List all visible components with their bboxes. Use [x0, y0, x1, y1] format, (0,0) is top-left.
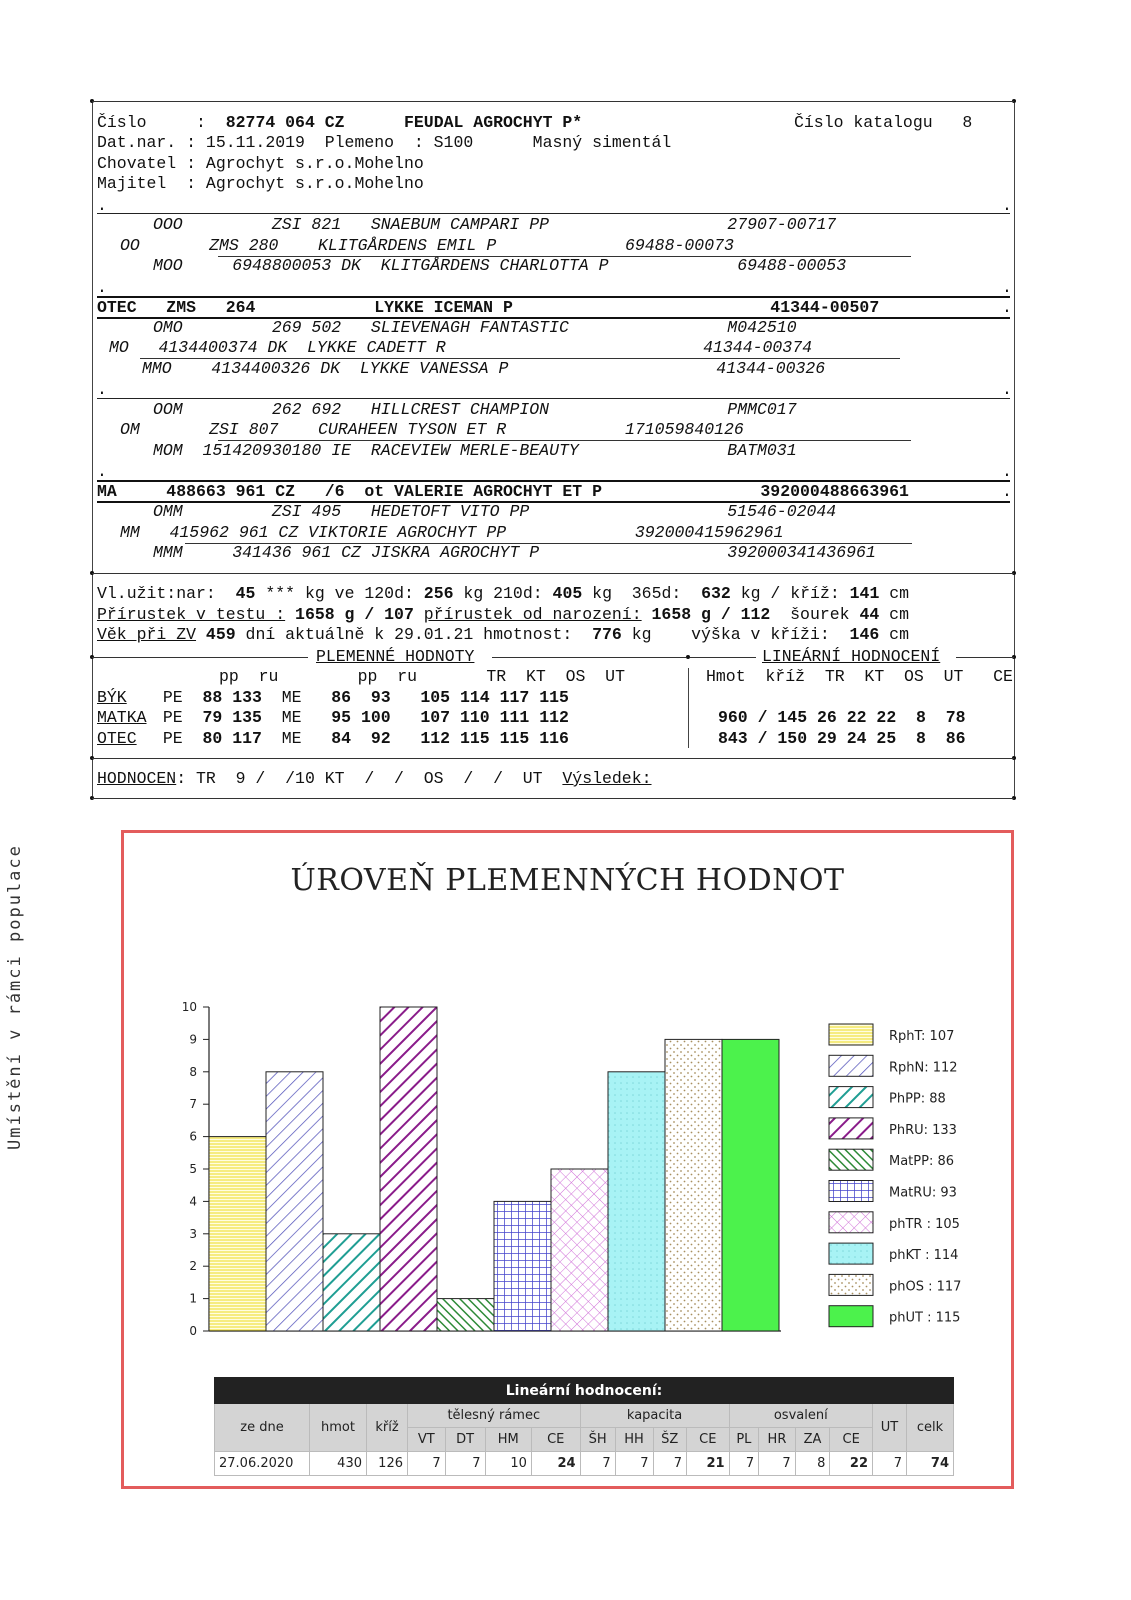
separator-dot: .	[1002, 462, 1012, 481]
value: 776	[572, 625, 622, 644]
y-tick-label: 6	[189, 1129, 197, 1144]
y-tick-label: 2	[189, 1259, 197, 1274]
performance-line-1	[97, 584, 909, 604]
value: 86 93	[331, 688, 391, 707]
pedigree-om: OM ZSI 807 CURAHEEN TYSON ET R 171059840126	[120, 420, 744, 439]
col-hm: HM	[485, 1428, 531, 1452]
row-label: BÝK	[97, 688, 127, 707]
breeding-col-header: pp ru pp ru TR KT OS UT	[120, 667, 625, 686]
text: PE	[153, 708, 203, 727]
value: 107 110 111 112	[390, 708, 569, 727]
cell-sz: 7	[653, 1452, 686, 1476]
cell-dt: 7	[445, 1452, 485, 1476]
value: 80 117	[202, 729, 262, 748]
chart-title: ÚROVEŇ PLEMENNÝCH HODNOT	[290, 863, 845, 898]
performance-line-2	[97, 605, 909, 625]
value: 632	[701, 584, 731, 603]
value: 459	[196, 625, 236, 644]
cell-hh: 7	[615, 1452, 653, 1476]
breeding-row-otec	[97, 729, 569, 749]
cell-celk: 74	[907, 1452, 954, 1476]
performance-line-3	[97, 625, 909, 645]
pedigree-oo: OO ZMS 280 KLITGÅRDENS EMIL P 69488-00073	[120, 236, 734, 255]
section-divider	[956, 657, 1014, 658]
separator-dot: .	[1002, 298, 1012, 317]
bottom-border	[92, 798, 1014, 799]
cell-kriz: 126	[367, 1452, 408, 1476]
col-pl: PL	[729, 1428, 759, 1452]
y-tick-label: 9	[189, 1032, 197, 1047]
text: přírustek od narození:	[423, 605, 642, 624]
section-divider	[97, 213, 1010, 214]
text: *** kg ve 120d:	[255, 584, 414, 603]
col-kriz: kříž	[367, 1404, 408, 1452]
col-za: ZA	[795, 1428, 830, 1452]
cell-ut: 7	[873, 1452, 907, 1476]
katalog-line	[794, 113, 972, 133]
katalog-value: 8	[962, 113, 973, 132]
value: 112 115 115 116	[390, 729, 569, 748]
cislo-label: Číslo :	[97, 113, 206, 132]
legend-label: MatPP: 86	[889, 1154, 955, 1170]
hodnocen-line	[97, 769, 652, 789]
separator-dot: .	[97, 278, 107, 297]
text: PE	[153, 688, 203, 707]
section-divider	[690, 657, 756, 658]
value: 88 133	[202, 688, 262, 707]
text: kg výška v kříži:	[621, 625, 830, 644]
cell-sh: 7	[580, 1452, 615, 1476]
group-osvaleni: osvalení	[729, 1404, 872, 1428]
y-tick-label: 3	[189, 1226, 197, 1241]
legend-label: phKT : 114	[889, 1248, 959, 1264]
value: 44	[859, 605, 880, 624]
text: Přírustek v testu :	[97, 605, 286, 624]
col-hh: HH	[615, 1428, 653, 1452]
value: 1658 g / 112	[641, 605, 781, 624]
cell-pl: 7	[729, 1452, 759, 1476]
col-ce: CE	[531, 1428, 580, 1452]
hodnocen-values: : TR 9 / /10 KT / / OS / / UT	[176, 769, 563, 788]
section-divider	[97, 398, 1010, 399]
cell-hm: 10	[485, 1452, 531, 1476]
cell-vt: 7	[408, 1452, 446, 1476]
text: cm	[879, 625, 909, 644]
col-ce: CE	[687, 1428, 730, 1452]
hodnocen-label: HODNOCEN	[97, 769, 177, 788]
section-divider	[92, 758, 1014, 759]
section-divider	[92, 573, 1014, 574]
y-tick-label: 8	[189, 1064, 197, 1079]
cell-date: 27.06.2020	[215, 1452, 310, 1476]
group-telesny: tělesný rámec	[408, 1404, 581, 1428]
value: 95 100	[331, 708, 391, 727]
y-tick-label: 4	[189, 1194, 197, 1209]
cell-za: 8	[795, 1452, 830, 1476]
linear-col-header: Hmot kříž TR KT OS UT CE	[706, 667, 1013, 686]
col-sz: ŠZ	[653, 1428, 686, 1452]
pedigree-ma: MA 488663 961 CZ /6 ot VALERIE AGROCHYT ET P 392000488663961	[97, 482, 909, 501]
linear-row-matka: 960 / 145 26 22 22 8 78	[718, 708, 966, 727]
value: 45	[235, 584, 256, 603]
cell-hr: 7	[759, 1452, 796, 1476]
col-ut: UT	[873, 1404, 907, 1452]
cell-ce: 21	[687, 1452, 730, 1476]
linearni-title: LINEÁRNÍ HODNOCENÍ	[762, 647, 941, 666]
plemenne-title: PLEMENNÉ HODNOTY	[316, 647, 475, 666]
col-ce: CE	[830, 1428, 873, 1452]
chovatel-line: Chovatel : Agrochyt s.r.o.Mohelno	[97, 154, 424, 173]
text: šourek	[780, 605, 860, 624]
legend-label: PhRU: 133	[889, 1122, 957, 1138]
legend-label: phUT : 115	[889, 1310, 961, 1326]
cislo-value: 82774 064 CZ	[225, 113, 345, 132]
separator-dot: .	[1002, 380, 1012, 399]
text: dní aktuálně k 29.01.21 hmotnost:	[235, 625, 573, 644]
linear-row-otec: 843 / 150 29 24 25 8 86	[718, 729, 966, 748]
text: cm	[879, 605, 909, 624]
cell-ce: 24	[531, 1452, 580, 1476]
column-separator	[688, 668, 689, 748]
cell-hmot: 430	[310, 1452, 367, 1476]
col-zedne: ze dne	[215, 1404, 310, 1452]
y-tick-label: 5	[189, 1162, 197, 1176]
breeding-row-byk	[97, 688, 569, 708]
vysledek-label: Výsledek:	[562, 769, 652, 788]
right-border	[1014, 103, 1015, 796]
linear-table	[214, 1377, 954, 1476]
text: kg / kříž:	[730, 584, 840, 603]
col-sh: ŠH	[580, 1428, 615, 1452]
text: kg 210d:	[453, 584, 543, 603]
legend-label: RphN: 112	[889, 1060, 958, 1076]
animal-name: FEUDAL AGROCHYT P*	[403, 113, 583, 132]
y-tick-label: 0	[189, 1324, 197, 1338]
value: 79 135	[202, 708, 262, 727]
pedigree-mo: MO 4134400374 DK LYKKE CADETT R 41344-00374	[109, 338, 813, 357]
pedigree-ooo: OOO ZSI 821 SNAEBUM CAMPARI PP 27907-00717	[153, 215, 837, 234]
separator-dot: .	[97, 462, 107, 481]
y-tick-label: 1	[189, 1291, 197, 1306]
pedigree-omm: OMM ZSI 495 HEDETOFT VITO PP 51546-02044	[153, 502, 837, 521]
group-kapacita: kapacita	[580, 1404, 729, 1428]
section-divider	[92, 657, 308, 658]
value: 84 92	[331, 729, 391, 748]
text: Vl.užit:nar:	[97, 584, 216, 603]
legend-label: phOS : 117	[889, 1279, 962, 1295]
col-hr: HR	[759, 1428, 796, 1452]
katalog-label: Číslo katalogu	[794, 113, 933, 132]
table-row	[215, 1452, 954, 1476]
separator-dot: .	[97, 196, 107, 215]
col-vt: VT	[408, 1428, 446, 1452]
text: ME	[261, 729, 332, 748]
separator-dot: .	[1002, 278, 1012, 297]
row-label: OTEC	[97, 729, 137, 748]
text: ME	[261, 708, 332, 727]
separator-dot: .	[1002, 196, 1012, 215]
text: ME	[261, 688, 332, 707]
text: PE	[153, 729, 203, 748]
table-title: Lineární hodnocení:	[215, 1378, 954, 1404]
y-tick-label: 7	[189, 1097, 197, 1112]
breeding-row-matka	[97, 708, 569, 728]
section-divider	[492, 657, 686, 658]
value: 146	[829, 625, 880, 644]
legend-label: PhPP: 88	[889, 1091, 946, 1107]
col-hmot: hmot	[310, 1404, 367, 1452]
legend-label: RphT: 107	[889, 1029, 955, 1044]
legend-label: MatRU: 93	[889, 1185, 957, 1201]
top-border	[92, 101, 1014, 102]
pedigree-mmm: MMM 341436 961 CZ JISKRA AGROCHYT P 392000341436961	[153, 543, 876, 562]
pedigree-mom: MOM 151420930180 IE RACEVIEW MERLE-BEAUTY BATM031	[153, 441, 797, 460]
table-header-row	[215, 1378, 954, 1404]
table-group-row	[215, 1404, 954, 1428]
col-celk: celk	[907, 1404, 954, 1452]
pedigree-mmo: MMO 4134400326 DK LYKKE VANESSA P 41344-00326	[142, 359, 826, 378]
datnar-line: Dat.nar. : 15.11.2019 Plemeno : S100 Masný simentál	[97, 133, 672, 152]
separator-dot: .	[1002, 482, 1012, 501]
value: 141	[849, 584, 880, 603]
y-tick-label: 10	[181, 1000, 197, 1014]
value: 405	[552, 584, 583, 603]
pedigree-otec: OTEC ZMS 264 LYKKE ICEMAN P 41344-00507	[97, 298, 880, 317]
majitel-line: Majitel : Agrochyt s.r.o.Mohelno	[97, 174, 424, 193]
pedigree-mm: MM 415962 961 CZ VIKTORIE AGROCHYT PP 392000415962961	[120, 523, 784, 542]
pedigree-moo: MOO 6948800053 DK KLITGÅRDENS CHARLOTTA P 69488-00053	[153, 256, 847, 275]
text: cm	[879, 584, 910, 603]
value: 1658 g / 107	[285, 605, 424, 624]
text: kg 365d:	[582, 584, 682, 603]
value: 105 114 117 115	[390, 688, 569, 707]
col-dt: DT	[445, 1428, 485, 1452]
left-border	[92, 103, 93, 796]
pedigree-omo: OMO 269 502 SLIEVENAGH FANTASTIC M042510	[153, 318, 797, 337]
separator-dot: .	[97, 380, 107, 399]
legend-label: phTR : 105	[889, 1216, 960, 1232]
pedigree-oom: OOM 262 692 HILLCREST CHAMPION PMMC017	[153, 400, 797, 419]
text: Věk při ZV	[97, 625, 197, 644]
cell-ce: 22	[830, 1452, 873, 1476]
cislo-line	[97, 113, 582, 133]
chart-y-axis-label: Umístění v rámci populace	[5, 844, 25, 1150]
value: 256	[423, 584, 454, 603]
row-label: MATKA	[97, 708, 147, 727]
